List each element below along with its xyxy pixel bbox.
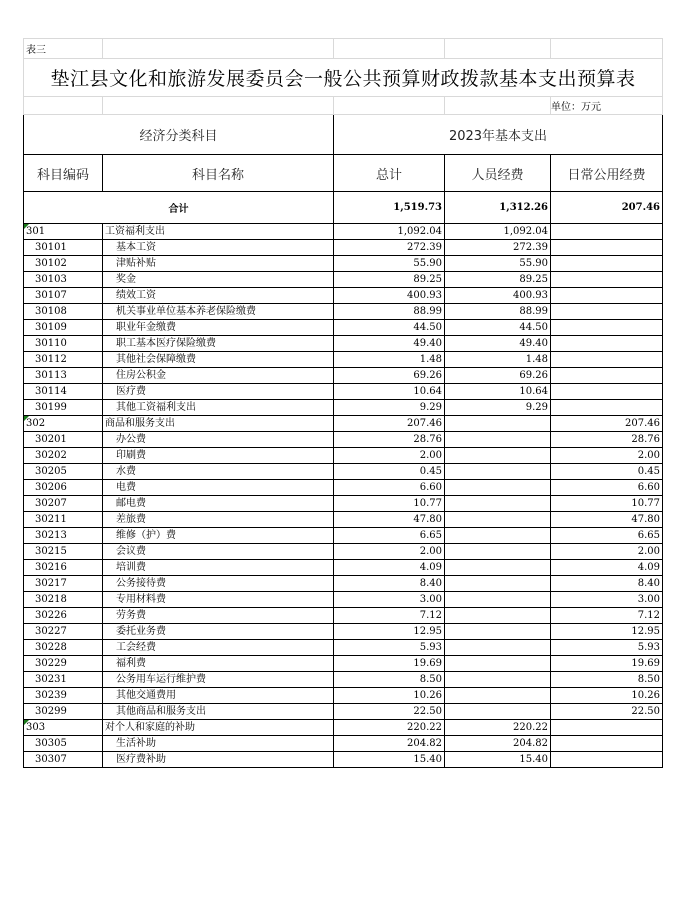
header-row-1	[24, 115, 663, 155]
row-total: 10.64	[334, 384, 445, 400]
row-code: 30211	[24, 512, 103, 528]
row-total: 88.99	[334, 304, 445, 320]
row-personnel	[445, 656, 551, 672]
row-public	[551, 368, 663, 384]
row-total: 8.50	[334, 672, 445, 688]
row-total: 400.93	[334, 288, 445, 304]
row-personnel: 88.99	[445, 304, 551, 320]
row-code: 30213	[24, 528, 103, 544]
table-row	[24, 224, 663, 240]
row-name: 奖金	[103, 272, 334, 288]
row-name: 绩效工资	[103, 288, 334, 304]
table-row	[24, 480, 663, 496]
table-row	[24, 320, 663, 336]
table-row	[24, 400, 663, 416]
row-public	[551, 256, 663, 272]
row-public: 4.09	[551, 560, 663, 576]
row-personnel: 55.90	[445, 256, 551, 272]
table-row	[24, 592, 663, 608]
row-public	[551, 752, 663, 768]
row-name: 水费	[103, 464, 334, 480]
row-name: 邮电费	[103, 496, 334, 512]
page-title: 垫江县文化和旅游发展委员会一般公共预算财政拨款基本支出预算表	[24, 59, 663, 97]
row-personnel	[445, 480, 551, 496]
row-name: 其他工资福利支出	[103, 400, 334, 416]
row-name: 住房公积金	[103, 368, 334, 384]
table-row	[24, 464, 663, 480]
row-public: 47.80	[551, 512, 663, 528]
row-total: 55.90	[334, 256, 445, 272]
header-name: 科目名称	[103, 155, 334, 192]
budget-sheet	[23, 38, 662, 768]
row-total: 6.65	[334, 528, 445, 544]
row-total: 6.60	[334, 480, 445, 496]
row-code: 30226	[24, 608, 103, 624]
row-personnel: 44.50	[445, 320, 551, 336]
row-public	[551, 288, 663, 304]
row-public	[551, 240, 663, 256]
row-code: 30207	[24, 496, 103, 512]
table-row	[24, 560, 663, 576]
table-row	[24, 736, 663, 752]
row-public: 19.69	[551, 656, 663, 672]
title-row	[24, 59, 663, 97]
table-row	[24, 304, 663, 320]
row-public	[551, 720, 663, 736]
row-code: 30229	[24, 656, 103, 672]
row-name: 工资福利支出	[103, 224, 334, 240]
row-name: 职工基本医疗保险缴费	[103, 336, 334, 352]
budget-table	[23, 38, 663, 768]
row-personnel	[445, 448, 551, 464]
row-name: 医疗费补助	[103, 752, 334, 768]
row-personnel: 272.39	[445, 240, 551, 256]
row-personnel	[445, 704, 551, 720]
header-code: 科目编码	[24, 155, 103, 192]
row-total: 10.26	[334, 688, 445, 704]
table-row	[24, 720, 663, 736]
row-personnel	[445, 544, 551, 560]
row-name: 公务用车运行维护费	[103, 672, 334, 688]
row-total: 89.25	[334, 272, 445, 288]
row-personnel	[445, 688, 551, 704]
row-name: 医疗费	[103, 384, 334, 400]
row-total: 22.50	[334, 704, 445, 720]
row-name: 维修（护）费	[103, 528, 334, 544]
table-row	[24, 288, 663, 304]
row-public: 2.00	[551, 448, 663, 464]
row-public	[551, 336, 663, 352]
row-code: 30108	[24, 304, 103, 320]
row-name: 其他商品和服务支出	[103, 704, 334, 720]
row-personnel: 204.82	[445, 736, 551, 752]
row-code: 301	[24, 224, 103, 240]
row-total: 9.29	[334, 400, 445, 416]
row-code: 30228	[24, 640, 103, 656]
row-total: 69.26	[334, 368, 445, 384]
row-name: 商品和服务支出	[103, 416, 334, 432]
row-public	[551, 384, 663, 400]
table-row	[24, 336, 663, 352]
header-row-2	[24, 155, 663, 192]
row-personnel	[445, 416, 551, 432]
table-row	[24, 528, 663, 544]
row-code: 30112	[24, 352, 103, 368]
row-total: 2.00	[334, 544, 445, 560]
sheet-label: 表三	[24, 39, 103, 59]
total-sum: 1,519.73	[334, 192, 445, 224]
unit-row	[24, 97, 663, 115]
row-name: 福利费	[103, 656, 334, 672]
row-code: 30109	[24, 320, 103, 336]
row-public: 6.65	[551, 528, 663, 544]
table-row	[24, 576, 663, 592]
row-total: 47.80	[334, 512, 445, 528]
row-name: 电费	[103, 480, 334, 496]
table-row	[24, 656, 663, 672]
row-total: 7.12	[334, 608, 445, 624]
header-personnel: 人员经费	[445, 155, 551, 192]
row-public	[551, 352, 663, 368]
row-personnel	[445, 608, 551, 624]
row-personnel	[445, 496, 551, 512]
row-code: 30205	[24, 464, 103, 480]
row-name: 其他社会保障缴费	[103, 352, 334, 368]
table-row	[24, 704, 663, 720]
row-code: 30101	[24, 240, 103, 256]
row-personnel: 9.29	[445, 400, 551, 416]
row-total: 12.95	[334, 624, 445, 640]
header-econ-class: 经济分类科目	[24, 115, 334, 155]
row-total: 4.09	[334, 560, 445, 576]
row-total: 3.00	[334, 592, 445, 608]
table-row	[24, 416, 663, 432]
total-label: 合计	[24, 192, 334, 224]
row-name: 津贴补贴	[103, 256, 334, 272]
row-name: 办公费	[103, 432, 334, 448]
row-code: 30218	[24, 592, 103, 608]
row-personnel: 15.40	[445, 752, 551, 768]
row-public: 2.00	[551, 544, 663, 560]
row-name: 机关事业单位基本养老保险缴费	[103, 304, 334, 320]
total-row	[24, 192, 663, 224]
row-code: 30227	[24, 624, 103, 640]
row-name: 差旅费	[103, 512, 334, 528]
total-public: 207.46	[551, 192, 663, 224]
row-code: 303	[24, 720, 103, 736]
row-total: 19.69	[334, 656, 445, 672]
row-personnel: 49.40	[445, 336, 551, 352]
row-code: 30113	[24, 368, 103, 384]
unit-label: 单位：万元	[551, 97, 663, 115]
row-code: 30217	[24, 576, 103, 592]
row-code: 30199	[24, 400, 103, 416]
table-row	[24, 448, 663, 464]
table-row	[24, 496, 663, 512]
row-public: 7.12	[551, 608, 663, 624]
row-total: 8.40	[334, 576, 445, 592]
row-total: 204.82	[334, 736, 445, 752]
table-row	[24, 608, 663, 624]
row-code: 30110	[24, 336, 103, 352]
row-total: 44.50	[334, 320, 445, 336]
row-code: 30231	[24, 672, 103, 688]
table-row	[24, 640, 663, 656]
row-code: 30201	[24, 432, 103, 448]
table-row	[24, 752, 663, 768]
row-personnel: 1,092.04	[445, 224, 551, 240]
row-code: 302	[24, 416, 103, 432]
sheet-label-row	[24, 39, 663, 59]
row-name: 印刷费	[103, 448, 334, 464]
row-public: 12.95	[551, 624, 663, 640]
row-name: 公务接待费	[103, 576, 334, 592]
row-name: 对个人和家庭的补助	[103, 720, 334, 736]
row-public: 5.93	[551, 640, 663, 656]
row-public	[551, 320, 663, 336]
row-total: 1,092.04	[334, 224, 445, 240]
row-code: 30202	[24, 448, 103, 464]
table-row	[24, 544, 663, 560]
row-public: 0.45	[551, 464, 663, 480]
table-row	[24, 512, 663, 528]
row-personnel	[445, 432, 551, 448]
row-public: 3.00	[551, 592, 663, 608]
row-total: 1.48	[334, 352, 445, 368]
row-personnel	[445, 464, 551, 480]
row-code: 30206	[24, 480, 103, 496]
row-public: 10.26	[551, 688, 663, 704]
row-code: 30216	[24, 560, 103, 576]
row-name: 生活补助	[103, 736, 334, 752]
header-public: 日常公用经费	[551, 155, 663, 192]
row-personnel	[445, 576, 551, 592]
row-personnel	[445, 512, 551, 528]
row-total: 5.93	[334, 640, 445, 656]
row-code: 30307	[24, 752, 103, 768]
row-public: 6.60	[551, 480, 663, 496]
row-total: 2.00	[334, 448, 445, 464]
row-total: 49.40	[334, 336, 445, 352]
row-code: 30102	[24, 256, 103, 272]
row-public	[551, 304, 663, 320]
header-year-basic: 2023年基本支出	[334, 115, 663, 155]
row-total: 220.22	[334, 720, 445, 736]
table-row	[24, 272, 663, 288]
table-row	[24, 384, 663, 400]
row-public	[551, 736, 663, 752]
table-row	[24, 256, 663, 272]
row-code: 30114	[24, 384, 103, 400]
row-personnel: 400.93	[445, 288, 551, 304]
row-code: 30305	[24, 736, 103, 752]
row-personnel: 89.25	[445, 272, 551, 288]
row-name: 基本工资	[103, 240, 334, 256]
row-personnel	[445, 640, 551, 656]
row-public	[551, 400, 663, 416]
row-code: 30107	[24, 288, 103, 304]
row-public: 28.76	[551, 432, 663, 448]
row-personnel: 220.22	[445, 720, 551, 736]
row-public: 8.50	[551, 672, 663, 688]
table-row	[24, 352, 663, 368]
row-total: 272.39	[334, 240, 445, 256]
row-public: 22.50	[551, 704, 663, 720]
row-code: 30299	[24, 704, 103, 720]
row-name: 职业年金缴费	[103, 320, 334, 336]
row-public: 207.46	[551, 416, 663, 432]
row-public: 8.40	[551, 576, 663, 592]
row-public: 10.77	[551, 496, 663, 512]
row-name: 会议费	[103, 544, 334, 560]
table-row	[24, 368, 663, 384]
row-name: 工会经费	[103, 640, 334, 656]
row-total: 10.77	[334, 496, 445, 512]
row-personnel	[445, 592, 551, 608]
row-name: 培训费	[103, 560, 334, 576]
table-row	[24, 624, 663, 640]
row-name: 委托业务费	[103, 624, 334, 640]
row-personnel	[445, 672, 551, 688]
total-personnel: 1,312.26	[445, 192, 551, 224]
row-code: 30103	[24, 272, 103, 288]
table-row	[24, 432, 663, 448]
header-total: 总计	[334, 155, 445, 192]
row-personnel: 69.26	[445, 368, 551, 384]
row-personnel	[445, 624, 551, 640]
row-code: 30239	[24, 688, 103, 704]
row-personnel: 10.64	[445, 384, 551, 400]
row-personnel	[445, 528, 551, 544]
row-code: 30215	[24, 544, 103, 560]
row-personnel: 1.48	[445, 352, 551, 368]
table-row	[24, 240, 663, 256]
row-total: 0.45	[334, 464, 445, 480]
row-public	[551, 272, 663, 288]
row-total: 28.76	[334, 432, 445, 448]
table-row	[24, 688, 663, 704]
row-name: 专用材料费	[103, 592, 334, 608]
row-total: 15.40	[334, 752, 445, 768]
table-row	[24, 672, 663, 688]
row-name: 其他交通费用	[103, 688, 334, 704]
row-total: 207.46	[334, 416, 445, 432]
row-public	[551, 224, 663, 240]
row-name: 劳务费	[103, 608, 334, 624]
row-personnel	[445, 560, 551, 576]
